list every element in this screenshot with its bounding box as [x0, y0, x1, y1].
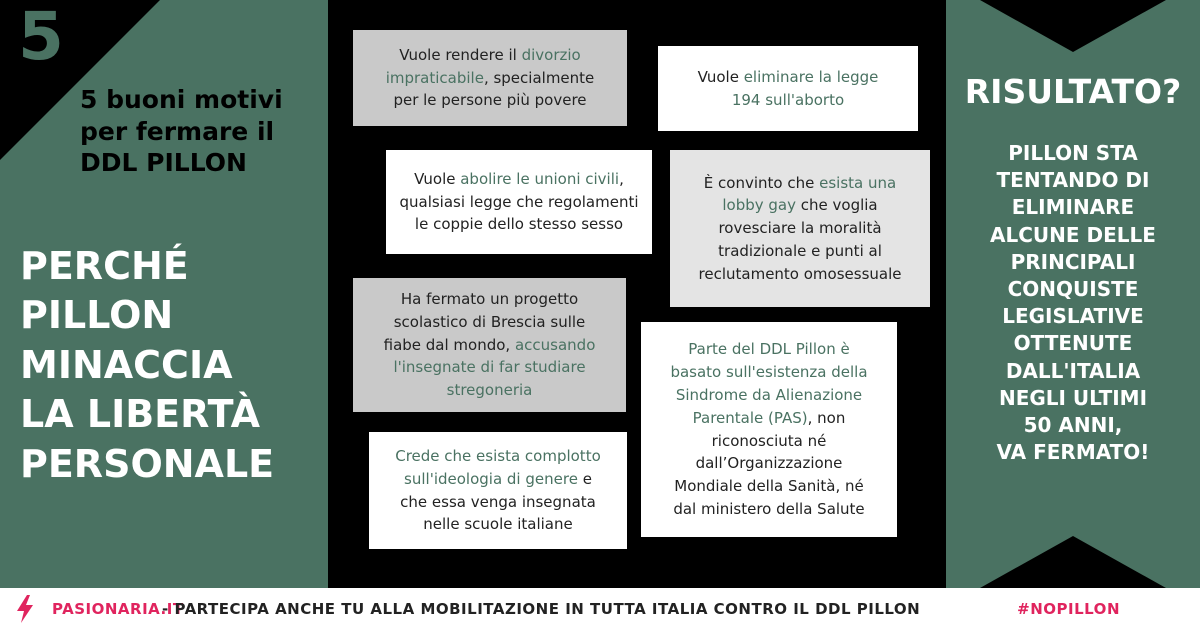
result-title: RISULTATO?: [964, 72, 1182, 111]
reason-line: [395, 513, 601, 536]
reason-line: [395, 468, 601, 491]
reason-text-segment: nelle scuole italiane: [423, 515, 573, 534]
reason-line: [384, 379, 596, 402]
result-line: TENTANDO DI: [996, 168, 1150, 193]
subtitle-line: DDL PILLON: [80, 148, 247, 177]
highlighted-text: stregoneria: [446, 381, 533, 400]
right-panel: [946, 0, 1200, 588]
top-notch: [980, 0, 1166, 52]
reason-text-segment: Ha fermato un progetto: [400, 290, 579, 308]
reason-line: [386, 89, 595, 112]
result-line: PRINCIPALI: [1010, 249, 1136, 274]
reason-text-segment: , non: [807, 408, 846, 427]
result-line: NEGLI ULTIMI: [998, 385, 1148, 410]
reason-text-segment: , specialmente: [483, 68, 595, 87]
reason-text-segment: e: [577, 469, 592, 488]
reason-line: [386, 44, 595, 67]
subtitle: [80, 84, 320, 179]
result-line: DALL'ITALIA: [1005, 358, 1141, 383]
reason-line: [399, 168, 638, 191]
lightning-bolt-icon: [14, 595, 36, 623]
headline-line: PERSONALE: [20, 441, 275, 486]
reason-line: [699, 240, 902, 263]
reason-card-gay-lobby: [670, 150, 930, 307]
reason-text-segment: per le persone più povere: [393, 91, 587, 110]
reason-text-segment: riconosciuta né: [711, 431, 827, 450]
reason-text-segment: reclutamento omosessuale: [698, 264, 902, 283]
reason-line: [698, 66, 879, 89]
headline: [20, 242, 320, 489]
highlighted-text: eliminare la legge: [743, 67, 879, 86]
reason-line: [699, 194, 902, 217]
highlighted-text: sull'ideologia di genere: [404, 469, 578, 488]
reason-card-civil-unions: [386, 150, 652, 254]
reasons-area: [328, 0, 946, 588]
highlighted-text: abolire le unioni civili: [460, 169, 620, 188]
result-line: 50 ANNI,: [1023, 412, 1123, 437]
reason-line: [384, 288, 596, 311]
reason-line: [699, 217, 902, 240]
highlighted-text: basato sull'esistenza della: [670, 363, 868, 382]
reason-line: [670, 498, 867, 521]
result-body: [946, 140, 1200, 466]
reason-line: [395, 491, 601, 514]
reason-line: [399, 213, 638, 236]
reason-line: [395, 445, 601, 468]
reason-text-segment: dall’Organizzazione: [695, 454, 843, 473]
footer-call-to-action: - PARTECIPA ANCHE TU ALLA MOBILITAZIONE IN TUTTA ITALIA CONTRO IL DDL PILLON: [162, 600, 921, 618]
highlighted-text: Parentale (PAS): [692, 408, 808, 427]
highlighted-text: Crede che esista complotto: [395, 446, 601, 465]
reason-text-segment: Vuole: [697, 67, 744, 86]
reason-card-divorce: [353, 30, 627, 126]
reason-text: [399, 168, 638, 236]
footer-brand-link[interactable]: PASIONARIA.IT: [52, 600, 184, 618]
highlighted-text: 194 sull'aborto: [731, 90, 845, 109]
highlighted-text: Parte del DDL Pillon è: [688, 340, 850, 359]
highlighted-text: accusando: [514, 335, 596, 354]
reason-line: [699, 172, 902, 195]
reasons-count: 5: [18, 0, 64, 75]
highlighted-text: lobby gay: [722, 196, 796, 215]
highlighted-text: l'insegnate di far studiare: [393, 358, 586, 377]
reason-text-segment: tradizionale e punti al: [718, 241, 882, 260]
reason-line: [384, 334, 596, 357]
footer-bar: [0, 588, 1200, 630]
footer-hashtag: #NOPILLON: [1017, 600, 1120, 618]
reason-card-brescia: [353, 278, 626, 412]
reason-text-segment: rovesciare la moralità: [718, 219, 882, 238]
highlighted-text: Sindrome da Alienazione: [675, 385, 863, 404]
result-line: CONQUISTE: [1007, 276, 1139, 301]
subtitle-line: per fermare il: [80, 116, 275, 146]
reason-line: [699, 263, 902, 286]
reason-text-segment: qualsiasi legge che regolamenti: [399, 192, 639, 211]
reason-text: [395, 445, 601, 536]
reason-line: [670, 384, 867, 407]
reason-line: [670, 430, 867, 453]
reason-text: [384, 288, 596, 402]
reason-card-abortion: [658, 46, 918, 131]
headline-line: MINACCIA: [20, 342, 233, 387]
reason-text-segment: Vuole rendere il: [399, 45, 522, 64]
reason-text: [699, 172, 902, 286]
reason-card-gender-ideology: [369, 432, 627, 549]
left-panel: [0, 0, 328, 588]
reason-text: [698, 66, 879, 112]
reason-line: [384, 311, 596, 334]
reason-line: [384, 356, 596, 379]
reason-text-segment: le coppie dello stesso sesso: [414, 215, 624, 234]
reason-text-segment: fiabe dal mondo,: [383, 335, 515, 354]
reason-line: [670, 338, 867, 361]
reason-line: [399, 191, 638, 214]
reason-line: [386, 67, 595, 90]
result-line: LEGISLATIVE: [1002, 304, 1144, 329]
reason-text-segment: Vuole: [414, 169, 461, 188]
result-line: OTTENUTE: [1013, 331, 1133, 356]
reason-text-segment: dal ministero della Salute: [673, 499, 865, 518]
reason-text: [670, 338, 867, 520]
bottom-notch: [980, 536, 1166, 588]
highlighted-text: esista una: [819, 173, 897, 192]
reason-text-segment: ,: [619, 169, 624, 188]
result-line: ELIMINARE: [1011, 195, 1135, 220]
reason-line: [670, 452, 867, 475]
reason-line: [698, 89, 879, 112]
headline-line: LA LIBERTÀ: [20, 392, 261, 437]
reason-text-segment: Mondiale della Sanità, né: [674, 477, 864, 496]
reason-text-segment: È convinto che: [703, 173, 820, 192]
headline-line: PERCHÉ: [20, 244, 189, 288]
reason-text: [386, 44, 595, 112]
result-line: PILLON STA: [1008, 141, 1138, 165]
reason-text-segment: che essa venga insegnata: [400, 492, 596, 511]
reason-text-segment: che voglia: [796, 196, 878, 215]
reason-line: [670, 361, 867, 384]
result-line: ALCUNE DELLE: [990, 222, 1156, 247]
headline-line: PILLON: [20, 293, 174, 338]
reason-line: [670, 475, 867, 498]
highlighted-text: divorzio: [521, 45, 581, 64]
reason-card-pas: [641, 322, 897, 537]
reason-line: [670, 407, 867, 430]
reason-text-segment: scolastico di Brescia sulle: [393, 312, 586, 331]
subtitle-line: 5 buoni motivi: [80, 85, 283, 114]
result-line: VA FERMATO!: [996, 440, 1150, 465]
highlighted-text: impraticabile: [385, 68, 484, 87]
